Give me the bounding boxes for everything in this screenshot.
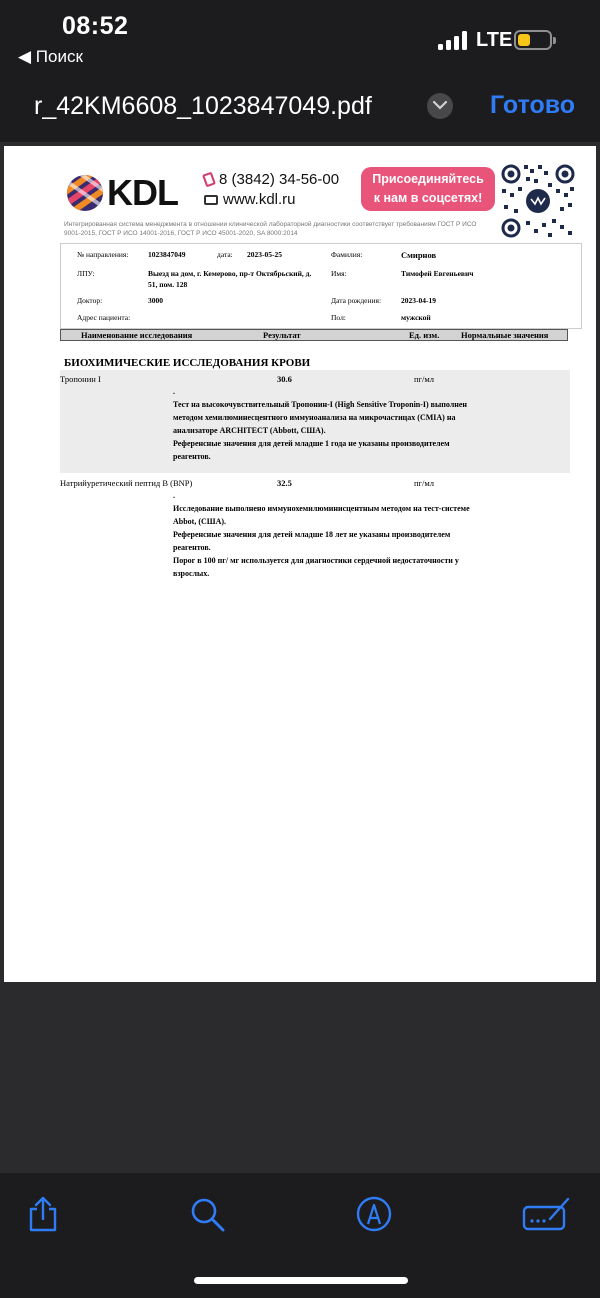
- social-banner[interactable]: Присоединяйтесь к нам в соцсетях!: [361, 167, 495, 211]
- test-result: 30.6: [277, 374, 292, 384]
- back-to-search-link[interactable]: ◀ Поиск: [18, 47, 83, 66]
- battery-icon: [514, 30, 552, 50]
- kdl-logo-icon: [66, 174, 104, 212]
- pdf-page[interactable]: [4, 146, 596, 982]
- network-type: LTE: [476, 29, 513, 51]
- results-table-header: [60, 329, 568, 341]
- doctor-value: 3000: [148, 296, 163, 305]
- test-unit: пг/мл: [414, 374, 435, 384]
- dob-value: 2023-04-19: [401, 296, 436, 305]
- done-button[interactable]: Готово: [490, 91, 576, 119]
- col-normal-values: Нормальные значения: [461, 330, 549, 340]
- lastname-value: Смирнов: [401, 250, 437, 260]
- status-time: 08:52: [62, 12, 129, 40]
- markup-icon[interactable]: [355, 1195, 393, 1233]
- monitor-icon: [204, 195, 218, 205]
- phone-icon: [202, 172, 216, 188]
- sex-value: мужской: [401, 313, 431, 322]
- date-value: 2023-05-25: [247, 250, 282, 259]
- signature-icon[interactable]: [522, 1195, 572, 1231]
- lab-phone[interactable]: 8 (3842) 34-56-00: [204, 171, 339, 188]
- cellular-signal-icon: [438, 30, 470, 50]
- brand-name: KDL: [107, 172, 178, 213]
- col-unit: Ед. изм.: [409, 330, 440, 340]
- lpu-value-line2: 51, пом. 128: [148, 280, 188, 289]
- test-name: Натрийуретический пептид B (BNP): [60, 478, 193, 488]
- col-test-name: Наименование исследования: [81, 330, 193, 340]
- lab-website-link[interactable]: www.kdl.ru: [204, 191, 296, 208]
- qr-code-icon: [500, 163, 576, 239]
- name-value: Тимофей Евгеньевич: [401, 269, 474, 278]
- document-title[interactable]: r_42KM6608_1023847049.pdf: [34, 92, 372, 120]
- doctor-label: Доктор:: [77, 296, 103, 305]
- test-name: Тропонин I: [60, 374, 101, 384]
- status-bar: [0, 0, 600, 76]
- sex-label: Пол:: [331, 313, 346, 322]
- search-icon[interactable]: [190, 1197, 226, 1233]
- share-icon[interactable]: [26, 1195, 60, 1233]
- date-label: дата:: [217, 250, 233, 259]
- referral-value: 1023847049: [148, 250, 186, 259]
- referral-label: № направления:: [77, 250, 129, 259]
- test-note: . Исследование выполнено иммунохемилюминисцентным методом на тест-системе Abbot, (США). Референсные значения для детей младше 18 лет не указаны производителем реагентов. Порог в 100 пг/ мг используется для диагностики сердечной недостаточности у взрослых.: [173, 491, 470, 578]
- name-label: Имя:: [331, 269, 347, 278]
- chevron-down-icon[interactable]: [427, 93, 453, 119]
- address-label: Адрес пациента:: [77, 313, 131, 322]
- test-note: . Тест на высокочувствительный Тропонин-I (High Sensitive Troponin-I) выполнен методом хемилюминесцентного иммуноанализа на микрочастицах (CMIA) на анализаторе ARCHITECT (Abbott, США). Референсные значения для детей младше 1 года не указаны производителем реагентов.: [173, 387, 468, 461]
- lastname-label: Фамилия:: [331, 250, 363, 259]
- home-indicator[interactable]: [194, 1277, 408, 1284]
- col-result: Результат: [263, 330, 301, 340]
- lpu-label: ЛПУ:: [77, 269, 95, 278]
- test-unit: пг/мл: [414, 478, 435, 488]
- lpu-value-line1: Выезд на дом, г. Кемерово, пр-т Октябрьский, д.: [148, 269, 312, 278]
- dob-label: Дата рождения:: [331, 296, 382, 305]
- certification-text: Интегрированная система менеджмента в отношении клинической лабораторной диагностики соответствует требованиям ГОСТ Р ИСО 9001-2015, ГОСТ Р ИСО 14001-2016, ГОСТ Р ИСО 45001-2020, SA 8000:2014: [64, 221, 477, 237]
- test-result: 32.5: [277, 478, 292, 488]
- section-title: БИОХИМИЧЕСКИЕ ИССЛЕДОВАНИЯ КРОВИ: [64, 357, 311, 369]
- patient-info-block: [60, 243, 582, 329]
